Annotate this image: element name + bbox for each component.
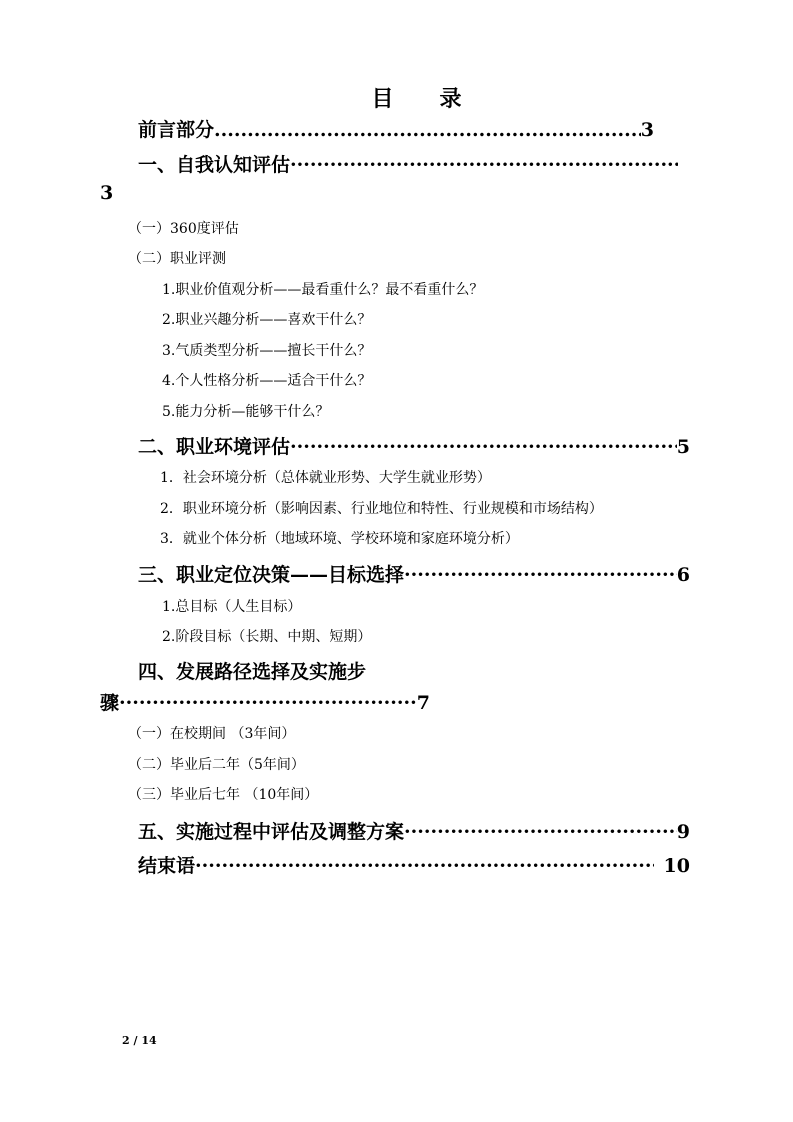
toc-subsubentry[interactable]: 4.个人性格分析——适合干什么？ bbox=[162, 373, 372, 389]
toc-page-number: 3 bbox=[640, 119, 654, 141]
toc-entry-section-3[interactable] bbox=[138, 560, 690, 587]
page-indicator: 2 / 14 bbox=[122, 1034, 157, 1047]
toc-title bbox=[0, 82, 793, 113]
toc-page-number: 5 bbox=[676, 436, 690, 458]
toc-page-number: 7 bbox=[416, 692, 430, 714]
toc-entry-section-2[interactable] bbox=[138, 432, 690, 459]
toc-entry-label: 骤 bbox=[100, 692, 120, 714]
toc-leader-dots bbox=[404, 564, 677, 586]
toc-subentry[interactable]: （二）职业评测 bbox=[128, 251, 226, 267]
toc-subsubentry[interactable]: 3.气质类型分析——擅长干什么？ bbox=[162, 343, 372, 359]
toc-subsubentry[interactable]: 2.职业兴趣分析——喜欢干什么？ bbox=[162, 312, 372, 328]
toc-subentry[interactable]: 1．社会环境分析（总体就业形势、大学生就业形势） bbox=[160, 470, 491, 486]
toc-leader-dots bbox=[119, 692, 417, 714]
toc-subentry[interactable]: 2．职业环境分析（影响因素、行业地位和特性、行业规模和市场结构） bbox=[160, 501, 603, 517]
toc-subentry[interactable]: （三）毕业后七年 （10年间） bbox=[128, 787, 319, 803]
toc-leader-dots bbox=[290, 154, 678, 176]
toc-subentry[interactable]: （二）毕业后二年（5年间） bbox=[128, 757, 305, 773]
toc-title-part2: 录 bbox=[439, 86, 464, 112]
toc-entry-label: 三、职业定位决策——目标选择 bbox=[138, 564, 405, 586]
toc-subentry[interactable]: 3．就业个体分析（地域环境、学校环境和家庭环境分析） bbox=[160, 531, 519, 547]
toc-entry-foreword[interactable] bbox=[138, 115, 654, 142]
toc-page-number: 3 bbox=[100, 182, 114, 204]
toc-entry-label: 五、实施过程中评估及调整方案 bbox=[138, 821, 405, 843]
toc-subentry[interactable]: （一）360度评估 bbox=[128, 221, 239, 237]
toc-entry-label: 一、自我认知评估 bbox=[138, 154, 291, 176]
toc-entry-label: 前言部分 bbox=[138, 119, 215, 141]
toc-entry-ending[interactable] bbox=[138, 851, 690, 878]
toc-page-number: 6 bbox=[676, 564, 690, 586]
toc-title-part1: 目 bbox=[371, 86, 396, 112]
toc-leader-dots bbox=[404, 821, 677, 843]
toc-subentry[interactable]: 1.总目标（人生目标） bbox=[162, 599, 302, 615]
toc-subentry[interactable]: （一）在校期间 （3年间） bbox=[128, 726, 296, 742]
toc-entry-section-5[interactable] bbox=[138, 817, 690, 844]
toc-leader-dots bbox=[195, 855, 654, 877]
toc-subentry[interactable]: 2.阶段目标（长期、中期、短期） bbox=[162, 629, 372, 645]
toc-subsubentry[interactable]: 5.能力分析—能够干什么？ bbox=[162, 404, 330, 420]
toc-entry-section-1[interactable] bbox=[138, 150, 678, 177]
toc-leader-dots bbox=[214, 119, 641, 141]
toc-subsubentry[interactable]: 1.职业价值观分析——最看重什么？最不看重什么？ bbox=[162, 282, 484, 298]
toc-entry-label: 二、职业环境评估 bbox=[138, 436, 291, 458]
toc-entry-section-4-continued[interactable] bbox=[100, 688, 430, 715]
toc-page-number: 10 bbox=[663, 855, 690, 877]
toc-entry-label: 结束语 bbox=[138, 855, 196, 877]
toc-leader-dots bbox=[290, 436, 677, 458]
toc-page-number: 9 bbox=[676, 821, 690, 843]
toc-entry-section-4[interactable]: 四、发展路径选择及实施步 bbox=[138, 661, 367, 683]
